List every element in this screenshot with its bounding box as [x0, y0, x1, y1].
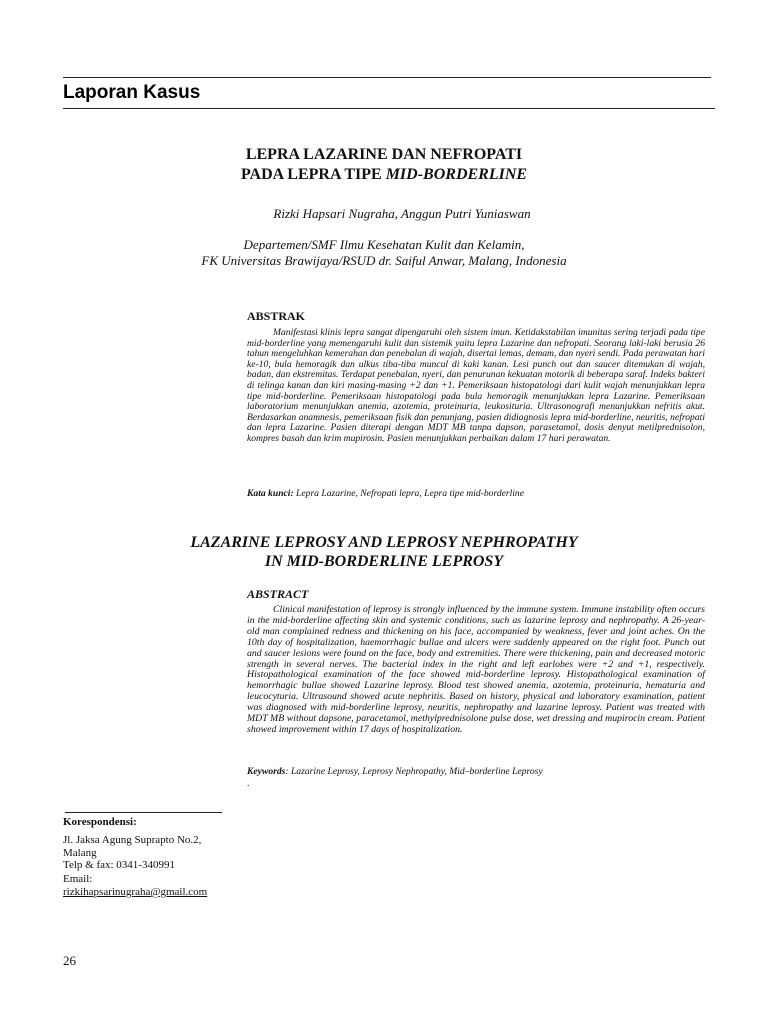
correspondence-email[interactable]: rizkihapsarinugraha@gmail.com [63, 886, 208, 898]
kata-kunci-text: Lepra Lazarine, Nefropati lepra, Lepra tipe mid-borderline [293, 488, 524, 499]
correspondence-address2: Malang [63, 847, 97, 859]
abstract-heading: ABSTRACT [247, 587, 309, 601]
page-number: 26 [63, 953, 76, 968]
correspondence-rule [65, 812, 222, 813]
affiliation-line1: Departemen/SMF Ilmu Kesehatan Kulit dan Kelamin, [243, 237, 525, 252]
article-title-line2 [0, 165, 768, 185]
article-title-line1: LEPRA LAZARINE DAN NEFROPATI [245, 146, 523, 163]
affiliation-line2: FK Universitas Brawijaya/RSUD dr. Saiful Anwar, Malang, Indonesia [201, 253, 567, 268]
english-title-line1: LAZARINE LEPROSY AND LEPROSY NEPHROPATHY [190, 534, 578, 551]
kata-kunci [247, 488, 524, 499]
correspondence-phone: Telp & fax: 0341-340991 [63, 859, 175, 871]
abstrak-heading: ABSTRAK [247, 309, 306, 323]
abstrak-text [247, 328, 705, 445]
keywords-text: : Lazarine Leprosy, Leprosy Nephropathy, Mid–borderline Leprosy [285, 766, 543, 777]
kata-kunci-label: Kata kunci: [247, 488, 294, 499]
keywords [247, 766, 543, 777]
correspondence-label: Korespondensi: [63, 816, 137, 828]
correspondence-email-label: Email: [63, 873, 93, 885]
abstract-text [247, 605, 705, 736]
title-line2-italic: MID-BORDERLINE [385, 166, 528, 183]
abstract-paragraph: Clinical manifestation of leprosy is strongly influenced by the immune system. Immune instability often occurs in the mid-borderline affecting skin and systemic conditions, such as lazarine leprosy and nephropathy. A 26-year-old man complained redness and thickening on his face, accompanied by weakness, fever and joint aches. On the 10th day of hospitalization, haemorrhagic bullae and ulcers were suddenly appeared on the right foot. Punch out and saucer lesions were found on the face, body and extremities. There were thickening, pain and decreased motoric strength in several nerves. The bacterial index in the right and left earlobes were +2 and +1, respectively. Histopathological examination of the face showed mid-borderline leprosy. Histopathological examination of hemorrhagic bullae showed Lazarine leprosy. Blood test showed anemia, azotemia, proteinuria, hematuria and leucocyturia. Ultrasound showed acute nephritis. Based on history, physical and laboratory examination, patient was diagnosed with mid-borderline leprosy, neuritis, nephropathy and lazarine leprosy. Patient was treated with MDT MB without dapsone, paracetamol, methylprednisolone pulse dose, wet dressing and mupirocin cream. Patient showed improvement within 17 days of hospitalization. [247, 604, 705, 735]
title-line2-prefix: PADA LEPRA TIPE [240, 166, 382, 183]
header-rule [63, 108, 715, 109]
authors: Rizki Hapsari Nugraha, Anggun Putri Yuniaswan [273, 206, 531, 221]
keywords-trailing-dot: . [247, 778, 250, 789]
abstrak-paragraph: Manifestasi klinis lepra sangat dipengaruhi oleh sistem imun. Ketidakstabilan imunitas sering terjadi pada tipe mid-borderline yang memengaruhi kulit dan sistemik yaitu lepra Lazarine dan nefropati. Seorang laki-laki berusia 26 tahun mengeluhkan kemerahan dan penebalan di wajah, disertai lemas, demam, dan nyeri sendi. Pada perawatan hari ke-10, bula hemoragik dan ulkus tiba-tiba muncul di kaki kanan. Lesi punch out dan saucer ditemukan di wajah, badan, dan ekstremitas. Terdapat penebalan, nyeri, dan penurunan kekuatan motorik di beberapa saraf. Indeks bakteri di telinga kanan dan kiri masing-masing +2 dan +1. Pemeriksaan histopatologi dari kulit wajah menunjukkan lepra tipe mid-borderline. Pemeriksaan histopatologi pada bula hemoragik menunjukkan lepra Lazarine. Pemeriksaan laboratorium menunjukkan anemia, azotemia, proteinuria, leukosituria. Ultrasonografi menunjukkan nefritis akut. Berdasarkan anamnesis, pemeriksaan fisik dan penunjang, pasien didiagnosis lepra mid-borderline, neuritis, nefropati dan lepra Lazarine. Pasien diterapi dengan MDT MB tanpa dapson, parasetamol, dosis denyut metilprednisolon, kompres basah dan krim mupirosin. Pasien menunjukkan perbaikan dalam 17 hari perawatan. [247, 327, 705, 444]
top-rule [63, 77, 711, 78]
english-title-line2: IN MID-BORDERLINE LEPROSY [264, 553, 504, 570]
correspondence-address1: Jl. Jaksa Agung Suprapto No.2, [63, 834, 202, 846]
keywords-label: Keywords [247, 766, 286, 777]
section-heading: Laporan Kasus [63, 82, 201, 103]
